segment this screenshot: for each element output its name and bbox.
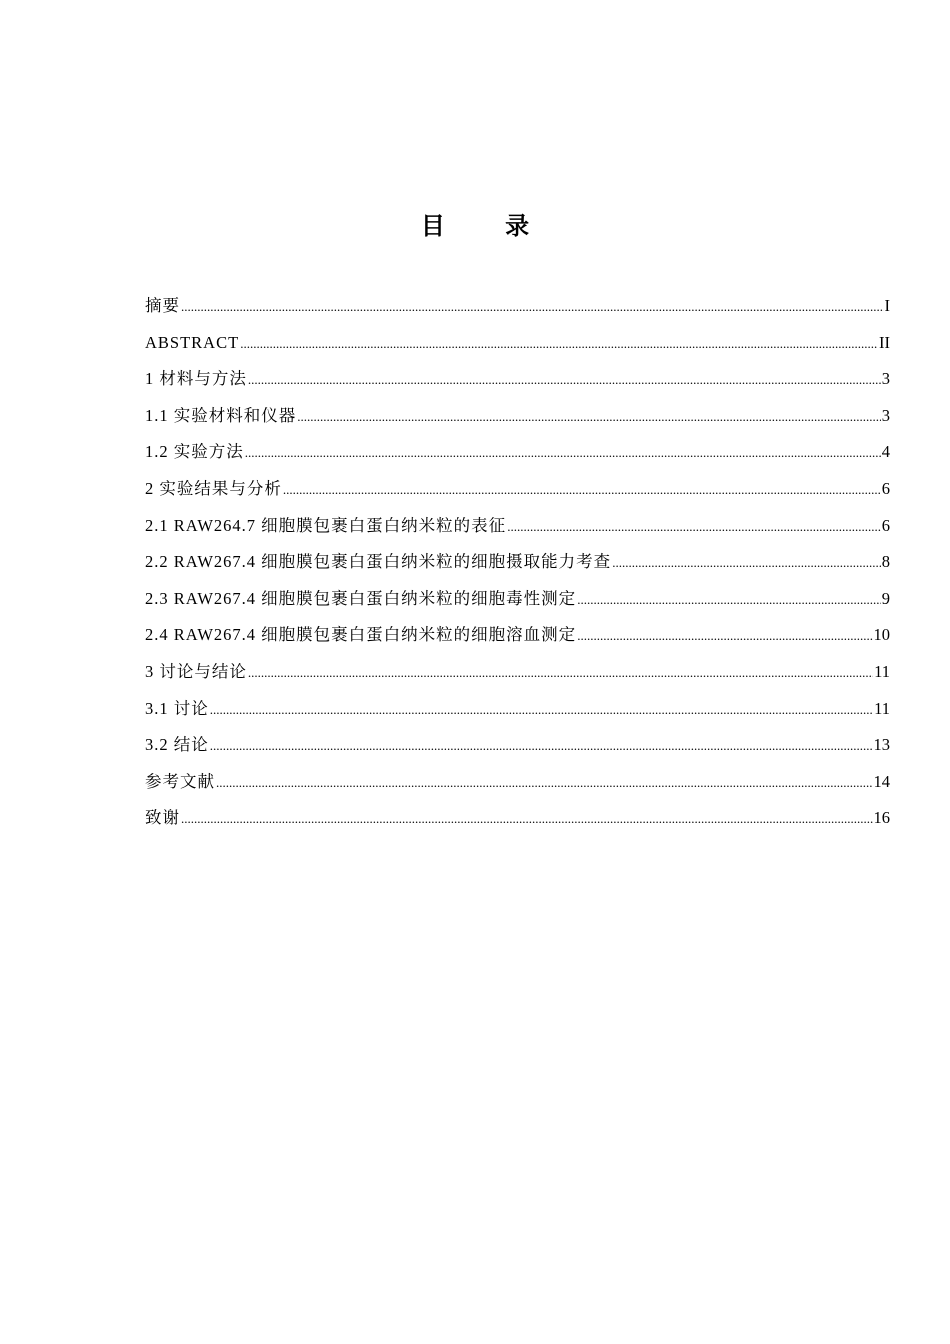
- toc-entry-page: 4: [881, 442, 890, 462]
- toc-leader-dots: [283, 472, 881, 509]
- toc-entry[interactable]: [145, 654, 890, 691]
- toc-entry-label: 3.2 结论: [145, 735, 209, 755]
- toc-entry-label: 2 实验结果与分析: [145, 478, 282, 498]
- toc-entry-page: 3: [881, 369, 890, 389]
- toc-entry-label: 1 材料与方法: [145, 369, 247, 389]
- toc-leader-dots: [240, 326, 878, 363]
- toc-entry[interactable]: [145, 325, 890, 362]
- toc-entry[interactable]: [145, 471, 890, 508]
- toc-leader-dots: [216, 765, 873, 802]
- toc-entry-page: I: [884, 296, 890, 315]
- toc-title: 目 录: [420, 211, 556, 240]
- toc-entry-label: 2.4 RAW267.4 细胞膜包裹白蛋白纳米粒的细胞溶血测定: [145, 625, 577, 645]
- toc-entry[interactable]: [145, 544, 890, 581]
- toc-entry[interactable]: [145, 361, 890, 398]
- toc-leader-dots: [181, 801, 873, 838]
- toc-entry-page: 9: [881, 588, 890, 608]
- toc-entry-label: 摘要: [145, 296, 180, 315]
- toc-leader-dots: [248, 655, 873, 692]
- toc-entry-label: ABSTRACT: [145, 332, 240, 352]
- toc-entry-label: 3 讨论与结论: [145, 661, 247, 681]
- toc-leader-dots: [507, 509, 881, 546]
- toc-leader-dots: [297, 399, 881, 436]
- toc-entry-page: 13: [873, 735, 890, 755]
- toc-leader-dots: [248, 362, 881, 399]
- toc-entry-page: 6: [881, 478, 890, 498]
- toc-entry-page: 6: [881, 515, 890, 535]
- toc-entry[interactable]: [145, 581, 890, 618]
- toc-leader-dots: [245, 435, 881, 472]
- toc-leader-dots: [181, 289, 884, 326]
- toc-entry[interactable]: [145, 691, 890, 728]
- toc-leader-dots: [577, 582, 881, 619]
- toc-entry[interactable]: [145, 800, 890, 837]
- toc-leader-dots: [210, 692, 873, 729]
- toc-entry-page: 10: [873, 625, 890, 645]
- toc-entry[interactable]: [145, 288, 890, 325]
- toc-entry-label: 参考文献: [145, 771, 215, 791]
- toc-entry-label: 2.1 RAW264.7 细胞膜包裹白蛋白纳米粒的表征: [145, 515, 507, 535]
- toc-entry-page: 11: [874, 698, 890, 718]
- toc-leader-dots: [210, 728, 873, 765]
- toc-entry-page: 11: [874, 661, 890, 681]
- toc-entry[interactable]: [145, 764, 890, 801]
- toc-leader-dots: [577, 618, 872, 655]
- toc-entry-label: 致谢: [145, 808, 180, 828]
- toc-entry-page: 16: [873, 808, 890, 828]
- toc-entry[interactable]: [145, 727, 890, 764]
- toc-entry-page: 14: [873, 771, 890, 791]
- toc-entry-page: 3: [881, 405, 890, 425]
- toc-entry-label: 3.1 讨论: [145, 698, 209, 718]
- toc-entry-label: 2.3 RAW267.4 细胞膜包裹白蛋白纳米粒的细胞毒性测定: [145, 588, 577, 608]
- toc-entry-page: II: [879, 332, 890, 352]
- toc-entry[interactable]: [145, 617, 890, 654]
- toc-entry-label: 1.2 实验方法: [145, 442, 244, 462]
- toc-leader-dots: [612, 545, 881, 582]
- toc-entry[interactable]: [145, 398, 890, 435]
- toc-entry[interactable]: [145, 434, 890, 471]
- toc-list: [145, 288, 890, 837]
- toc-entry-page: 8: [881, 552, 890, 572]
- toc-entry[interactable]: [145, 508, 890, 545]
- toc-entry-label: 2.2 RAW267.4 细胞膜包裹白蛋白纳米粒的细胞摄取能力考查: [145, 552, 612, 572]
- toc-entry-label: 1.1 实验材料和仪器: [145, 405, 297, 425]
